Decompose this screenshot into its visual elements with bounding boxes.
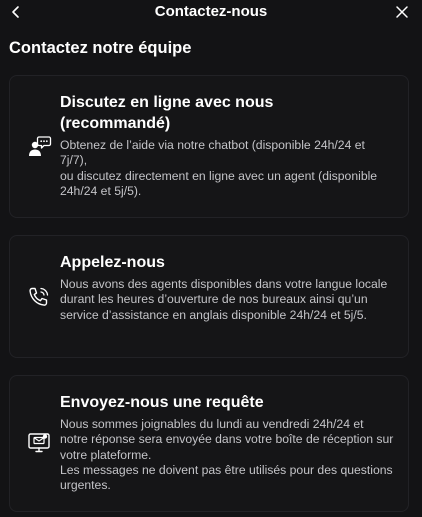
section-title: Contactez notre équipe [9, 39, 192, 57]
chat-card-text: Obtenez de l’aide via notre chatbot (disponible 24h/24 et 7j/7), ou discutez directement en ligne avec un agent (disponible 24h/24 et 5j/5). [60, 138, 378, 198]
phone-card-text: Nous avons des agents disponibles dans votre langue locale durant les heures d’ouverture de nos bureaux ainsi qu’un service d’assistance en anglais disponible 24h/24 et 5j/5. [60, 277, 388, 322]
chat-agent-icon [26, 134, 52, 160]
request-card-title: Envoyez-nous une requête [60, 394, 264, 411]
close-icon [395, 5, 409, 19]
request-card[interactable] [9, 375, 409, 512]
phone-card-title: Appelez-nous [60, 254, 165, 271]
phone-card[interactable] [9, 235, 409, 358]
page-title: Contactez-nous [154, 3, 268, 20]
chat-card[interactable] [9, 75, 409, 218]
close-button[interactable] [392, 2, 412, 22]
header-bar [0, 0, 422, 24]
phone-icon [26, 284, 52, 310]
request-card-text: Nous sommes joignables du lundi au vendredi 24h/24 et notre réponse sera envoyée dans votre boîte de réception sur votre plateforme. Les messages ne doivent pas être utilisés pour des questions urgentes. [60, 417, 394, 493]
monitor-message-icon [26, 430, 52, 456]
chat-card-title: Discutez en ligne avec nous (recommandé) [60, 94, 274, 132]
